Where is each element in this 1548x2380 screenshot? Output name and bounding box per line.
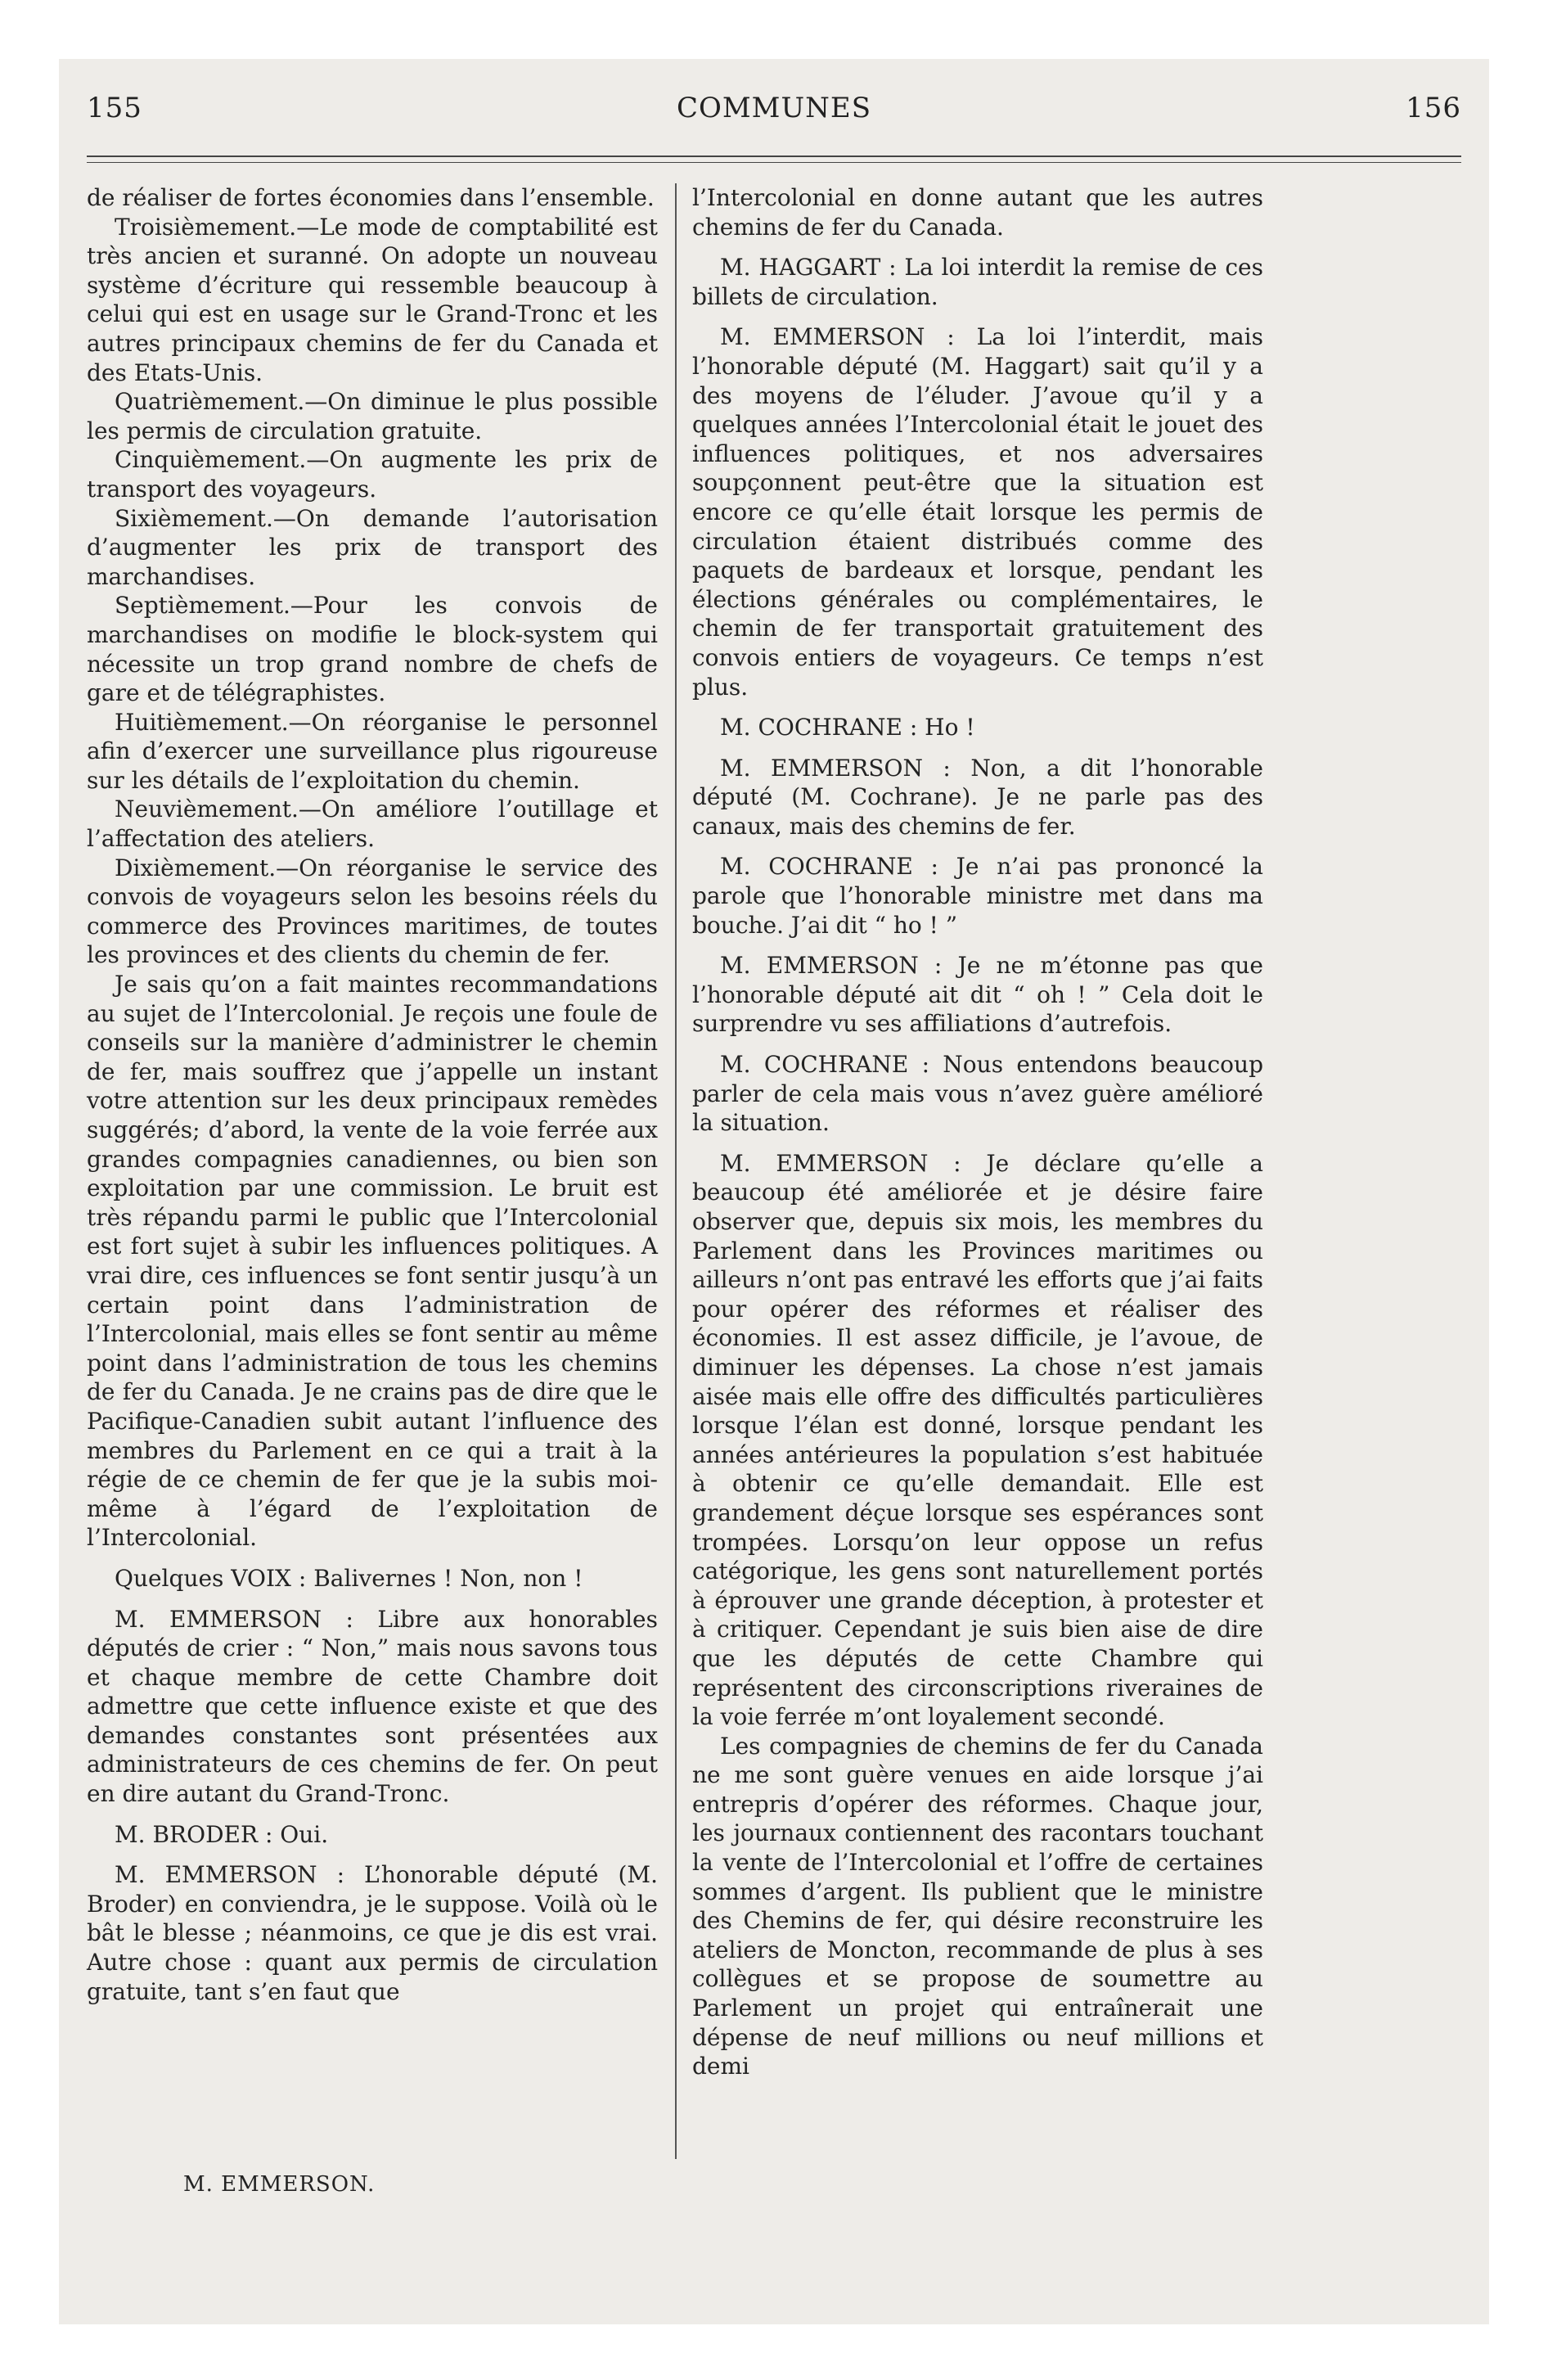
right-column	[692, 183, 1263, 2081]
speech: M. EMMERSON : L’honorable député (M. Broder) en conviendra, je le suppose. Voilà où le bât le blesse ; néanmoins, ce que je dis est vrai. Autre chose : quant aux permis de circulation gratuite, tant s’en faut que	[87, 1861, 658, 2005]
page-header	[87, 92, 1461, 141]
speech: M. EMMERSON : La loi l’interdit, mais l’honorable député (M. Haggart) sait qu’il y a des moyens de l’éluder. J’avoue qu’il y a quelques années l’Intercolonial était le jouet des influences politiques, et nos adversaires soupçonnent peut-être que la situation est encore ce qu’elle était lorsque les permis de circulation étaient distribués comme des paquets de bardeaux et lorsque, pendant les élections générales ou complémentaires, le chemin de fer transportait gratuitement des convois entiers de voyageurs. Ce temps n’est plus.	[692, 323, 1263, 701]
page-number-right: 156	[1406, 92, 1461, 124]
paragraph: Quatrièmement.—On diminue le plus possible les permis de circulation gratuite.	[87, 388, 658, 444]
header-rule	[87, 156, 1461, 163]
interjection: Quelques VOIX : Balivernes ! Non, non !	[115, 1564, 583, 1592]
paragraph: Troisièmement.—Le mode de comptabilité est très ancien et suranné. On adopte un nouveau système d’écriture qui ressemble beaucoup à celui qui est en usage sur le Grand-Tronc et les autres principaux chemins de fer du Canada et des Etats-Unis.	[87, 213, 658, 386]
paragraph: Cinquièmement.—On augmente les prix de transport des voyageurs.	[87, 446, 658, 503]
paragraph: l’Intercolonial en donne autant que les autres chemins de fer du Canada.	[692, 184, 1263, 241]
paragraph: Huitièmement.—On réorganise le personnel afin d’exercer une surveillance plus rigoureuse sur les détails de l’exploitation du chemin.	[87, 708, 658, 794]
catchword-signature: M. EMMERSON.	[183, 2172, 376, 2197]
speech: M. EMMERSON : Je déclare qu’elle a beaucoup été améliorée et je désire faire observer que, depuis six mois, les membres du Parlement dans les Provinces maritimes ou ailleurs n’ont pas entravé les efforts que j’ai faits pour opérer des réformes et réaliser des économies. Il est assez difficile, je l’avoue, de diminuer les dépenses. La chose n’est jamais aisée mais elle offre des difficultés particulières lorsque l’élan est donné, lorsque pendant les années antérieures la population s’est habituée à obtenir ce qu’elle demandait. Elle est grandement déçue lorsque ses espérances sont trompées. Lorsqu’on leur oppose un refus catégorique, les gens sont naturellement portés à éprouver une grande déception, à protester et à critiquer. Cependant je suis bien aise de dire que les députés de cette Chambre qui représentent des circonscriptions riveraines de la voie ferrée m’ont loyalement secondé.	[692, 1149, 1263, 1731]
speech: M. COCHRANE : Ho !	[720, 714, 975, 741]
paragraph: Septièmement.—Pour les convois de marchandises on modifie le block-system qui nécessite un trop grand nombre de chefs de gare et de télégraphistes.	[87, 592, 658, 707]
paragraph: Je sais qu’on a fait maintes recommandations au sujet de l’Intercolonial. Je reçois une foule de conseils sur la manière d’administrer le chemin de fer, mais souffrez que j’appelle un instant votre attention sur les deux principaux remèdes suggérés; d’abord, la vente de la voie ferrée aux grandes compagnies canadiennes, ou bien son exploitation par une commission. Le bruit est très répandu parmi le public que l’Intercolonial est fort sujet à subir les influences politiques. A vrai dire, ces influences se font sentir jusqu’à un certain point dans l’administration de l’Intercolonial, mais elles se font sentir au même point dans l’administration de tous les chemins de fer du Canada. Je ne crains pas de dire que le Pacifique-Canadien subit autant l’influence des membres du Parlement en ce qui a trait à la régie de ce chemin de fer que je la subis moi-même à l’égard de l’exploitation de l’Intercolonial.	[87, 971, 658, 1552]
speech: M. EMMERSON : Non, a dit l’honorable député (M. Cochrane). Je ne parle pas des canaux, mais des chemins de fer.	[692, 754, 1263, 840]
speech: M. EMMERSON : Libre aux honorables députés de crier : “ Non,” mais nous savons tous et chaque membre de cette Chambre doit admettre que cette influence existe et que des demandes constantes sont présentées aux administrateurs de ces chemins de fer. On peut en dire autant du Grand-Tronc.	[87, 1605, 658, 1808]
column-divider	[675, 183, 677, 2159]
speech: M. BRODER : Oui.	[115, 1820, 329, 1848]
paragraph: Dixièmement.—On réorganise le service des convois de voyageurs selon les besoins réels du commerce des Provinces maritimes, de toutes les provinces et des clients du chemin de fer.	[87, 854, 658, 969]
running-title: COMMUNES	[676, 92, 872, 124]
speech: M. EMMERSON : Je ne m’étonne pas que l’honorable député ait dit “ oh ! ” Cela doit le surprendre vu ses affiliations d’autrefois.	[692, 952, 1263, 1038]
speech: M. COCHRANE : Nous entendons beaucoup parler de cela mais vous n’avez guère amélioré la situation.	[692, 1051, 1263, 1137]
speech: M. COCHRANE : Je n’ai pas prononcé la parole que l’honorable ministre met dans ma bouche. J’ai dit “ ho ! ”	[692, 853, 1263, 939]
paragraph: Sixièmement.—On demande l’autorisation d’augmenter les prix de transport des marchandises.	[87, 504, 658, 590]
paragraph: de réaliser de fortes économies dans l’ensemble.	[87, 184, 655, 211]
left-column	[87, 183, 658, 2006]
paragraph: Les compagnies de chemins de fer du Canada ne me sont guère venues en aide lorsque j’ai entrepris d’opérer des réformes. Chaque jour, les journaux contiennent des racontars touchant la vente de l’Intercolonial et l’offre de certaines sommes d’argent. Ils publient que le ministre des Chemins de fer, qui désire reconstruire les ateliers de Moncton, recommande de plus à ses collègues et se propose de soumettre au Parlement un projet qui entraînerait une dépense de neuf millions ou neuf millions et demi	[692, 1732, 1263, 2080]
speech: M. HAGGART : La loi interdit la remise de ces billets de circulation.	[692, 254, 1263, 310]
text-columns	[87, 183, 1461, 2192]
page-number-left: 155	[87, 92, 142, 124]
paragraph: Neuvièmement.—On améliore l’outillage et l’affectation des ateliers.	[87, 796, 658, 853]
